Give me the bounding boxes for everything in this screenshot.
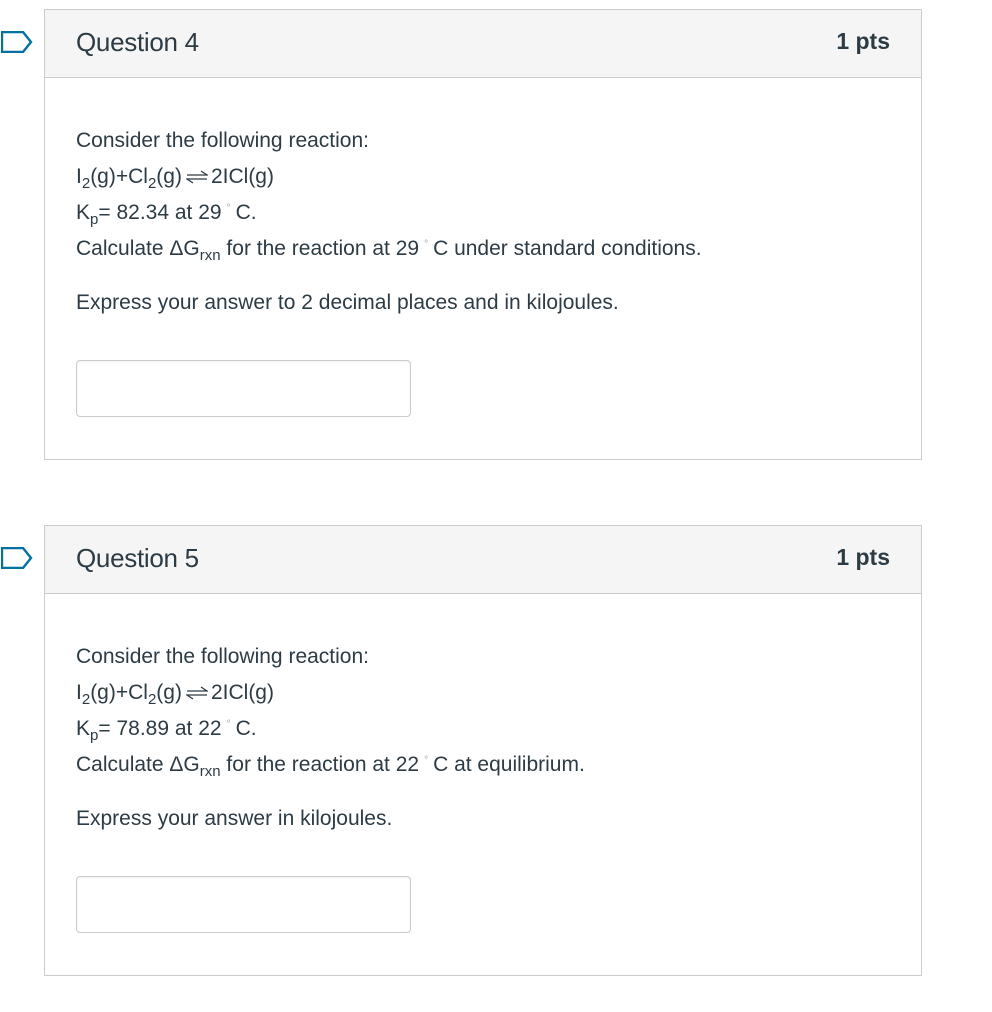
kp-statement: $K_p= 78.89$ at 22 ° C. xyxy=(76,717,257,744)
question-4 xyxy=(44,9,922,460)
question-body xyxy=(45,594,921,933)
question-flag-icon[interactable] xyxy=(1,31,33,53)
question-prompt: Consider the following reaction: xyxy=(76,129,369,152)
degree-symbol: ° xyxy=(424,239,429,250)
answer-instructions: Express your answer in kilojoules. xyxy=(76,807,393,830)
reaction-equation: $I_2(g)+Cl_2(g)$ 2ICl(g) xyxy=(76,681,274,708)
question-header xyxy=(45,526,921,594)
question-title: Question 5 xyxy=(76,543,199,573)
degree-symbol: ° xyxy=(226,203,231,214)
calculate-statement: Calculate $\Delta G_{rxn}$ for the reaction at 29 ° C under standard conditions. xyxy=(76,237,702,264)
calculate-statement: Calculate $\Delta G_{rxn}$ for the reaction at 22 ° C at equilibrium. xyxy=(76,753,585,780)
degree-symbol: ° xyxy=(424,755,429,766)
question-flag-icon[interactable] xyxy=(1,547,33,569)
question-5 xyxy=(44,525,922,976)
question-title: Question 4 xyxy=(76,27,199,57)
question-header xyxy=(45,10,921,78)
reaction-equation: $I_2(g)+Cl_2(g)$ 2ICl(g) xyxy=(76,165,274,192)
answer-instructions: Express your answer to 2 decimal places and in kilojoules. xyxy=(76,291,619,314)
question-points: 1 pts xyxy=(836,544,890,570)
equilibrium-arrow-icon xyxy=(186,686,208,700)
question-prompt: Consider the following reaction: xyxy=(76,645,369,668)
kp-statement: $K_p= 82.34$ at 29 ° C. xyxy=(76,201,257,228)
answer-input[interactable] xyxy=(76,876,411,933)
question-body xyxy=(45,78,921,417)
answer-input[interactable] xyxy=(76,360,411,417)
degree-symbol: ° xyxy=(226,719,231,730)
equilibrium-arrow-icon xyxy=(186,170,208,184)
question-points: 1 pts xyxy=(836,28,890,54)
